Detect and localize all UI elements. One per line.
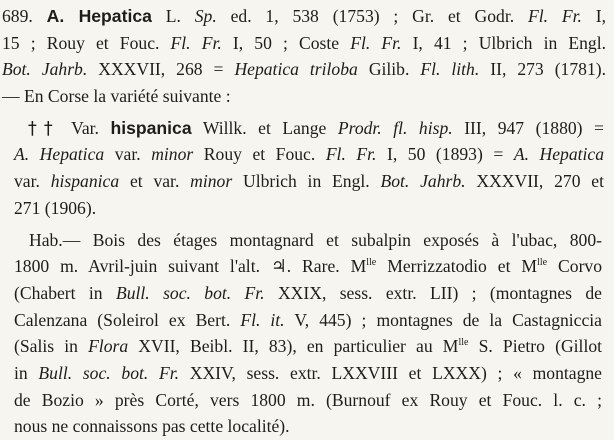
endemic-dagger-icon: †† — [28, 119, 60, 139]
flora-francaise-ref: Fl. Fr. — [171, 33, 222, 53]
entry-line-2: 15 ; Rouy et Fouc. Fl. Fr. I, 50 ; Coste Fl. Fr. I, 41 ; Ulbrich in Engl. — [0, 30, 606, 57]
habitat-line-2: 1800 m. Avril-juin suivant l'alt. ♃. Rare. $M^{lle}$ Merrizzatodio et $M^{lle}$ Corvo — [0, 253, 602, 280]
habitat-line-1: Hab.— Bois des étages montagnard et subalpin exposés à l'ubac, 800- — [0, 227, 602, 254]
page — [0, 3, 614, 440]
variety-name: hispanica — [110, 118, 191, 138]
habitat-line-4: Calenzana (Soleirol ex Bert. Fl. it. V, 445) ; montagnes de la Castagniccia — [0, 307, 602, 334]
habitat-line-3: (Chabert in Bull. soc. bot. Fr. XXIX, sess. extr. LII) ; (montagnes de — [0, 280, 602, 307]
synonym-name: Hepatica triloba — [234, 59, 357, 79]
habitat-line-7: de Bozio » près Corté, vers 1800 m. (Burnouf ex Rouy et Fouc. l. c. ; — [0, 387, 602, 414]
perennial-icon: ♃ — [271, 257, 287, 277]
habitat-line-6: in Bull. soc. bot. Fr. XXIV, sess. extr. LXXVIII et LXXX) ; « montagne — [0, 360, 602, 387]
variety-entry — [0, 115, 614, 222]
species-entry — [0, 3, 614, 110]
habitat-paragraph — [0, 227, 614, 440]
corse-note: — En Corse la variété suivante : — [0, 83, 606, 110]
habitat-line-8: nous ne connaissons pas cette localité). — [0, 413, 602, 440]
entry-line-1: 689. A. Hepatica L. Sp. ed. 1, 538 (1753) ; Gr. et Godr. Fl. Fr. I, — [0, 3, 606, 30]
variety-line-3: var. hispanica et var. minor Ulbrich in Engl. Bot. Jahrb. XXXVII, 270 et — [0, 168, 604, 195]
taxon-name: A. Hepatica — [47, 6, 152, 26]
variety-line-1: †† Var. hispanica Willk. et Lange Prodr. fl. hisp. III, 947 (1880) = — [0, 115, 604, 142]
entry-number: 689. — [2, 6, 33, 26]
variety-line-4: 271 (1906). — [0, 195, 604, 222]
variety-line-2: A. Hepatica var. minor Rouy et Fouc. Fl. Fr. I, 50 (1893) = A. Hepatica — [0, 141, 604, 168]
entry-line-3: Bot. Jahrb. XXXVII, 268 = Hepatica triloba Gilib. Fl. lith. II, 273 (1781). — [0, 56, 606, 83]
habitat-line-5: (Salis in Flora XVII, Beibl. II, 83), en particulier au $M^{lle}$ S. Pietro (Gillot — [0, 333, 602, 360]
